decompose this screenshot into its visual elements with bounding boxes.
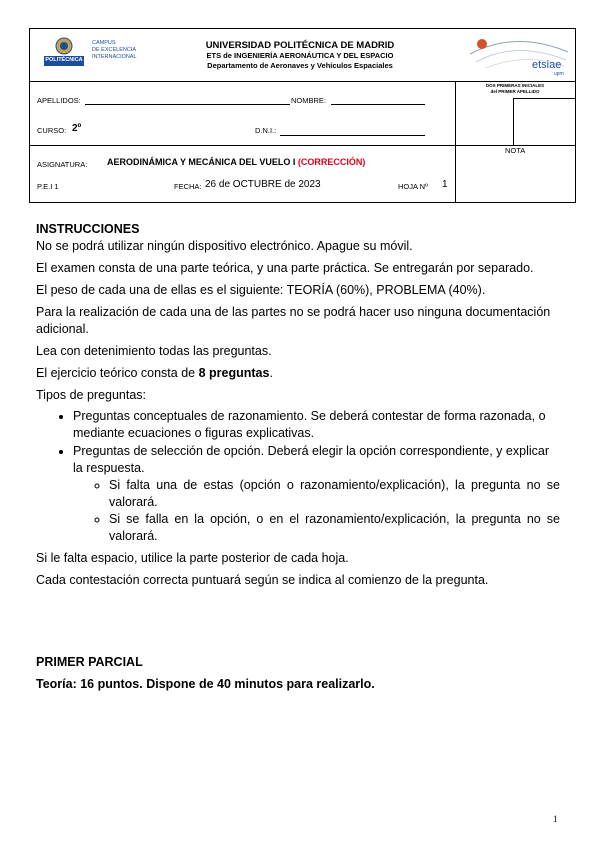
instruction-line: Cada contestación correcta puntuará según se indica al comienzo de la pregunta.	[36, 573, 489, 587]
hoja-label: HOJA Nº	[398, 182, 428, 191]
instruction-line: Si le falta espacio, utilice la parte posterior de cada hoja.	[36, 551, 349, 565]
header-divider	[30, 81, 575, 82]
hoja-value: 1	[442, 179, 448, 190]
list-item-text: Preguntas de selección de opción. Deberá elegir la opción correspondiente, y explicar la respuesta.	[73, 444, 549, 475]
parcial-line: Teoría: 16 puntos. Dispone de 40 minutos para realizarlo.	[36, 677, 375, 691]
apellidos-field[interactable]	[85, 95, 290, 105]
sub-list-item: ◦ Si se falla en la opción, o en el razonamiento/explicación, la pregunta no se valorará.	[109, 511, 560, 545]
dni-label: D.N.I.:	[255, 126, 277, 135]
page-number: 1	[553, 814, 558, 824]
question-types-list	[36, 408, 560, 545]
curso-value: 2º	[72, 123, 82, 134]
university-name: UNIVERSIDAD POLITÉCNICA DE MADRID	[205, 40, 395, 51]
sub-list	[73, 477, 560, 545]
header-divider	[30, 145, 575, 146]
apellidos-label: APELLIDOS:	[37, 96, 81, 105]
initials-divider	[513, 98, 575, 99]
iniciales-label	[455, 83, 575, 95]
asignatura-line	[107, 157, 365, 167]
parcial-section	[36, 654, 560, 693]
etsiae-logo-text: etsiae	[532, 59, 562, 71]
department-name: Departamento de Aeronaves y Vehículos Espaciales	[207, 61, 393, 70]
school-name: ETS de INGENIERÍA AERONÁUTICA Y DEL ESPACIO	[206, 51, 394, 60]
asignatura-label: ASIGNATURA:	[37, 160, 88, 169]
etsiae-logo-sub: upm	[554, 71, 564, 77]
header-divider	[455, 81, 456, 202]
iniciales-label-line: DOS PRIMERAS INICIALES	[485, 83, 545, 88]
list-item	[73, 443, 560, 545]
campus-line: CAMPUS	[92, 40, 116, 46]
nombre-label: NOMBRE:	[291, 96, 327, 105]
instruction-line: Para la realización de cada una de las partes no se podrá hacer uso ninguna documentación adicional.	[36, 305, 551, 336]
pei-label: P.E.I 1	[37, 182, 59, 191]
fecha-value: 26 de OCTUBRE de 2023	[205, 179, 321, 190]
parcial-title: PRIMER PARCIAL	[36, 655, 143, 669]
sub-list-item: ◦ Si falta una de estas (opción o razonamiento/explicación), la pregunta no se valorará.	[109, 477, 560, 511]
campus-line: DE EXCELENCIA	[92, 47, 137, 53]
iniciales-label-line: del PRIMER APELLIDO	[490, 89, 540, 94]
upm-logo-text: POLITÉCNICA	[45, 57, 83, 63]
instruction-line: No se podrá utilizar ningún dispositivo electrónico. Apague su móvil.	[36, 239, 413, 253]
list-item: • Preguntas conceptuales de razonamiento. Se deberá contestar de forma razonada, o mediante ecuaciones o figuras explicativas.	[73, 408, 560, 442]
fecha-label: FECHA:	[174, 182, 202, 191]
instruction-line: El examen consta de una parte teórica, y una parte práctica. Se entregarán por separado.	[36, 261, 534, 275]
theory-count: 8 preguntas	[198, 366, 270, 380]
theory-suffix: .	[269, 366, 273, 380]
curso-label: CURSO:	[37, 126, 67, 135]
etsiae-logo	[466, 32, 570, 78]
dni-field[interactable]	[280, 126, 425, 136]
campus-excelencia-text	[92, 40, 137, 61]
theory-count-line	[36, 365, 560, 382]
instruction-line: Lea con detenimiento todas las preguntas.	[36, 344, 272, 358]
asignatura-value: AERODINÁMICA Y MECÁNICA DEL VUELO I	[107, 157, 296, 167]
instructions-section	[36, 221, 560, 589]
correction-tag: (CORRECCIÓN)	[297, 157, 366, 167]
instruction-line: El peso de cada una de ellas es el siguiente: TEORÍA (60%), PROBLEMA (40%).	[36, 283, 486, 297]
upm-logo	[44, 36, 88, 68]
instructions-title: INSTRUCCIONES	[36, 222, 140, 236]
initials-divider	[513, 98, 514, 145]
types-title: Tipos de preguntas:	[36, 388, 147, 402]
campus-line: INTERNACIONAL	[92, 54, 137, 60]
theory-prefix: El ejercicio teórico consta de	[36, 366, 199, 380]
nombre-field[interactable]	[331, 95, 425, 105]
nota-label: NOTA	[505, 146, 526, 155]
